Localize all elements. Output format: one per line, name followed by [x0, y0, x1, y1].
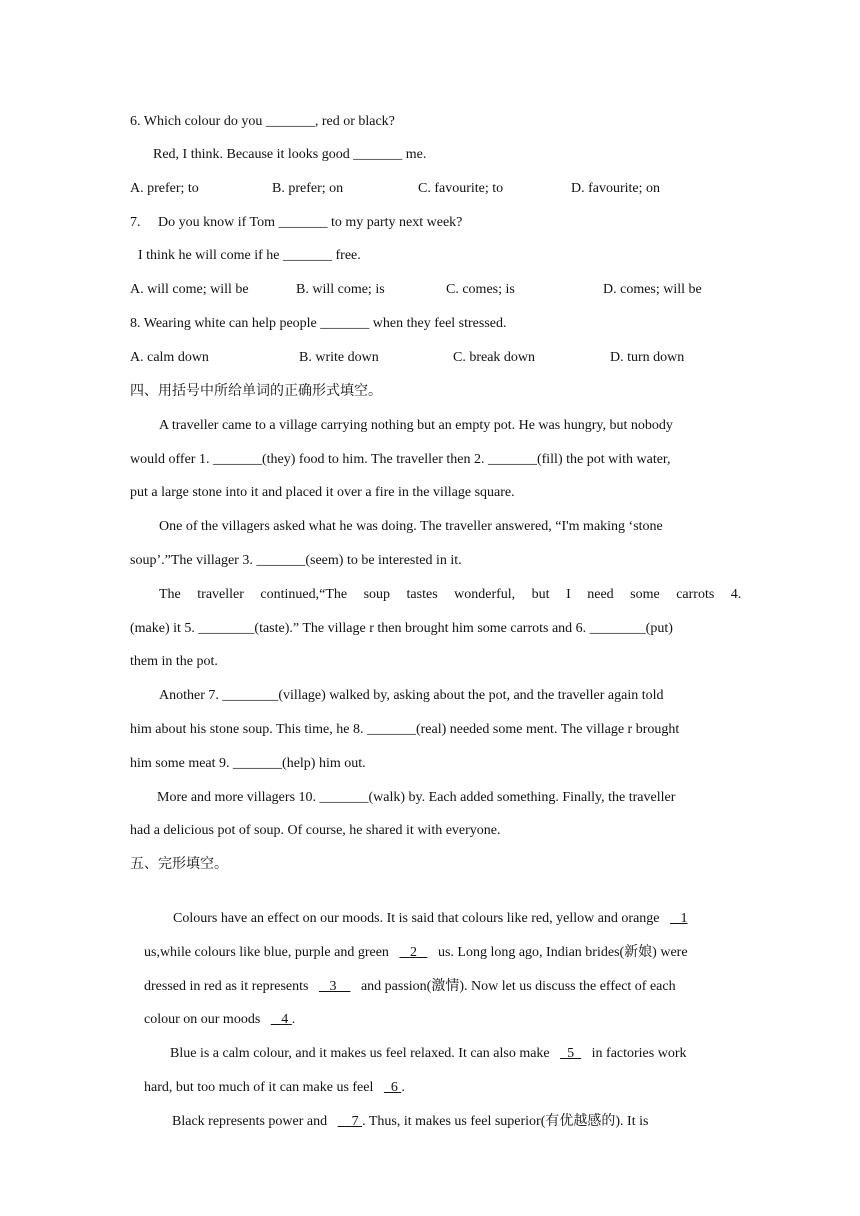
blank-number: 2 [409, 945, 417, 960]
section5-text: Black represents power and [172, 1114, 328, 1129]
section4-line-10: him about his stone soup. This time, he 8. _______(real) needed some ment. The village r brought [130, 722, 680, 737]
q6-option-d: D. favourite; on [571, 181, 661, 196]
section5-text: us. Long long ago, Indian brides(新娘) were [437, 945, 688, 960]
section5-text: hard, but too much of it can make us feel [144, 1080, 374, 1095]
section4-line-11: him some meat 9. _______(help) him out. [130, 756, 366, 771]
section4-line-13: had a delicious pot of soup. Of course, he shared it with everyone. [130, 823, 501, 838]
q6-line2: Red, I think. Because it looks good _______ me. [153, 147, 427, 162]
section5-heading: 五、完形填空。 [130, 857, 228, 872]
section4-heading: 四、用括号中所给单词的正确形式填空。 [130, 384, 382, 399]
section5-text: dressed in red as it represents [144, 979, 309, 994]
section5-text: colour on our moods [144, 1012, 261, 1027]
section5-text: Blue is a calm colour, and it makes us feel relaxed. It can also make [170, 1046, 550, 1061]
q8-line1: 8. Wearing white can help people _______ when they feel stressed. [130, 316, 507, 331]
section4-line-1: A traveller came to a village carrying nothing but an empty pot. He was hungry, but nobody [159, 418, 673, 433]
section4-line-3: put a large stone into it and placed it over a fire in the village square. [130, 485, 515, 500]
q6-option-a: A. prefer; to [130, 181, 199, 196]
section5-text: Colours have an effect on our moods. It is said that colours like red, yellow and orange [173, 911, 660, 926]
blank-number: 7 [351, 1114, 359, 1129]
section4-line-5: soup’.”The villager 3. _______(seem) to be interested in it. [130, 553, 462, 568]
section4-line-4: One of the villagers asked what he was doing. The traveller answered, “I'm making ‘stone [159, 519, 663, 534]
q6-line1: 6. Which colour do you _______, red or black? [130, 114, 395, 129]
blank-number: 6 [390, 1080, 398, 1095]
q8-option-a: A. calm down [130, 350, 209, 365]
section4-line-12: More and more villagers 10. _______(walk) by. Each added something. Finally, the traveller [157, 790, 676, 805]
q7-option-d: D. comes; will be [603, 282, 702, 297]
blank-3 [319, 979, 351, 994]
section4-line-8: them in the pot. [130, 654, 218, 669]
blank-5 [560, 1046, 581, 1061]
blank-number: 4 [281, 1012, 289, 1027]
section4-line-9: Another 7. ________(village) walked by, asking about the pot, and the traveller again told [159, 688, 664, 703]
blank-number: 5 [567, 1046, 575, 1061]
section5-text: in factories work [591, 1046, 687, 1061]
blank-number: 1 [680, 911, 688, 926]
q8-option-d: D. turn down [610, 350, 685, 365]
section5-line-4: colour on our moods 4 . [144, 1012, 296, 1027]
blank-7 [338, 1114, 363, 1129]
q7-line1: 7. Do you know if Tom _______ to my party next week? [130, 215, 463, 230]
blank-number: 3 [329, 979, 337, 994]
section5-text: and passion(激情). Now let us discuss the effect of each [360, 979, 676, 994]
section4-line-2: would offer 1. _______(they) food to him. The traveller then 2. _______(fill) the pot with water, [130, 452, 671, 467]
q7-option-a: A. will come; will be [130, 282, 249, 297]
q8-option-c: C. break down [453, 350, 536, 365]
q7-line2: I think he will come if he _______ free. [138, 248, 361, 263]
section5-text: us,while colours like blue, purple and green [144, 945, 389, 960]
section4-line-7: (make) it 5. ________(taste).” The village r then brought him some carrots and 6. ________(put) [130, 621, 673, 636]
section5-text: . Thus, it makes us feel superior(有优越感的). It is [362, 1114, 649, 1129]
section5-line-6: hard, but too much of it can make us feel 6 . [144, 1080, 405, 1095]
q8-option-b: B. write down [299, 350, 379, 365]
q6-option-b: B. prefer; on [272, 181, 344, 196]
q7-option-c: C. comes; is [446, 282, 515, 297]
section5-line-7 [158, 1092, 648, 1152]
q6-option-c: C. favourite; to [418, 181, 504, 196]
q7-option-b: B. will come; is [296, 282, 385, 297]
section4-line-6: The traveller continued,“The soup tastes wonderful, but I need some carrots 4. [159, 587, 742, 602]
